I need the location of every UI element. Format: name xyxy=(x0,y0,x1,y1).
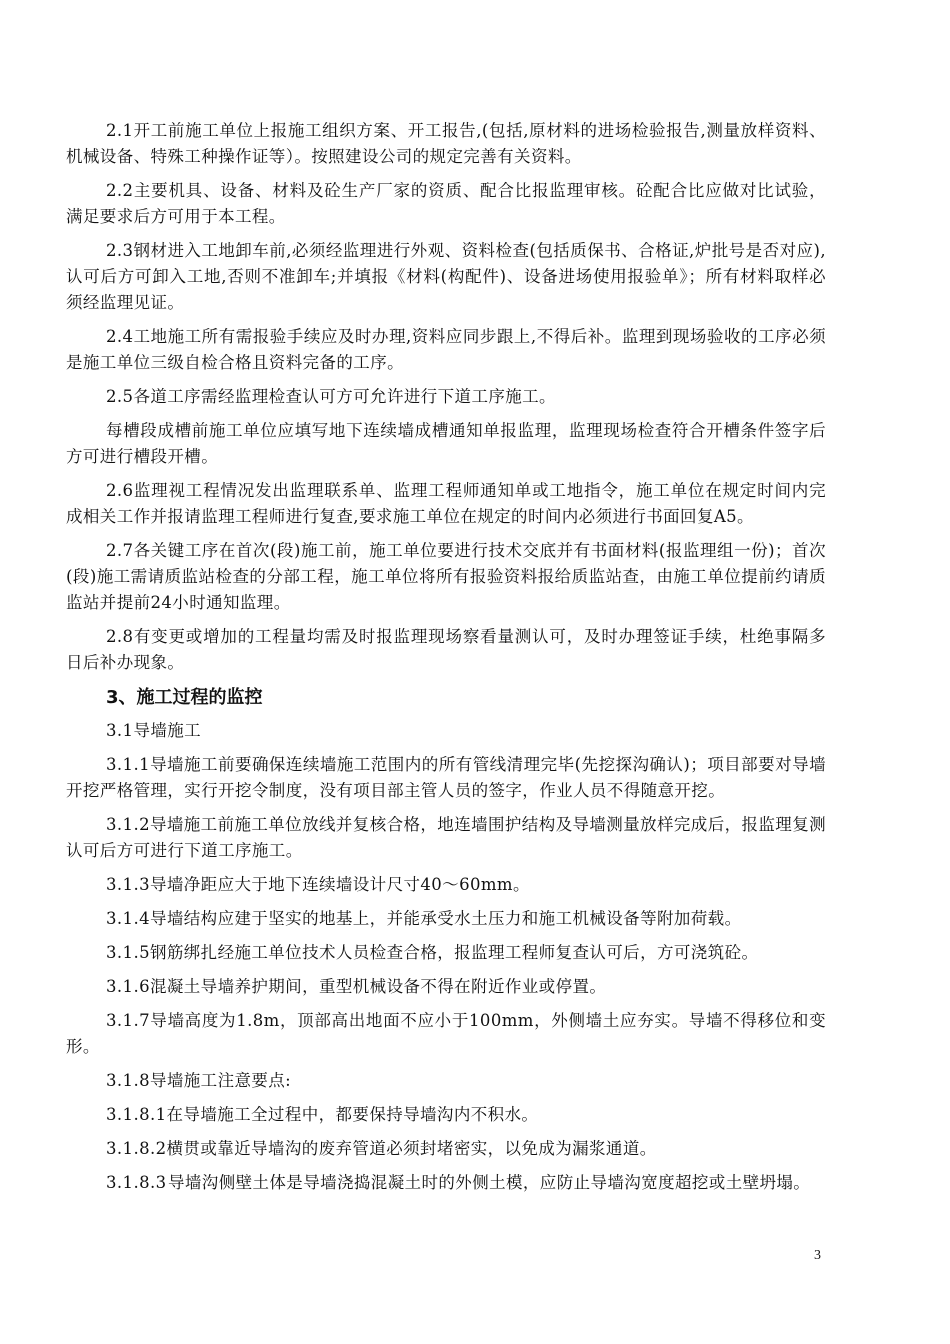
paragraph-2-2: 2.2主要机具、设备、材料及砼生产厂家的资质、配合比报监理审核。砼配合比应做对比试验，满足要求后方可用于本工程。 xyxy=(66,181,826,226)
paragraph-3-1-1: 3.1.1导墙施工前要确保连续墙施工范围内的所有管线清理完毕(先挖探沟确认)；项目部要对导墙开挖严格管理，实行开挖令制度，没有项目部主管人员的签字，作业人员不得随意开挖。 xyxy=(66,755,826,800)
paragraph-2-4: 2.4工地施工所有需报验手续应及时办理,资料应同步跟上,不得后补。监理到现场验收的工序必须是施工单位三级自检合格且资料完备的工序。 xyxy=(66,327,826,372)
paragraph-3-1-7: 3.1.7导墙高度为1.8m，顶部高出地面不应小于100mm，外侧墙土应夯实。导墙不得移位和变形。 xyxy=(66,1011,826,1056)
paragraph-3-1-5: 3.1.5钢筋绑扎经施工单位技术人员检查合格，报监理工程师复查认可后，方可浇筑砼。 xyxy=(106,943,759,962)
paragraph-3-1-8-2: 3.1.8.2横贯或靠近导墙沟的废弃管道必须封堵密实，以免成为漏浆通道。 xyxy=(106,1139,657,1158)
paragraph-2-5: 2.5各道工序需经监理检查认可方可允许进行下道工序施工。 xyxy=(106,387,556,406)
section-3-heading: 3、施工过程的监控 xyxy=(106,687,263,708)
paragraph-3-1-8: 3.1.8导墙施工注意要点: xyxy=(106,1071,292,1090)
paragraph-3-1-8-3 xyxy=(66,1170,826,1196)
paragraph-3-1-4: 3.1.4导墙结构应建于坚实的地基上，并能承受水土压力和施工机械设备等附加荷载。 xyxy=(106,909,742,928)
paragraph-3-1-6: 3.1.6混凝土导墙养护期间，重型机械设备不得在附近作业或停置。 xyxy=(106,977,607,996)
paragraph-2-8: 2.8有变更或增加的工程量均需及时报监理现场察看量测认可，及时办理签证手续，杜绝事隔多日后补办现象。 xyxy=(66,627,826,672)
paragraph-2-1: 2.1开工前施工单位上报施工组织方案、开工报告,(包括,原材料的进场检验报告,测量放样资料、机械设备、特殊工种操作证等）。按照建设公司的规定完善有关资料。 xyxy=(66,121,826,166)
paragraph-3-1: 3.1导墙施工 xyxy=(106,721,202,740)
item-number: 3.1.8.3 xyxy=(106,1173,167,1192)
paragraph-2-7: 2.7各关键工序在首次(段)施工前，施工单位要进行技术交底并有书面材料(报监理组一份)；首次(段)施工需请质监站检查的分部工程，施工单位将所有报验资料报给质监站查，由施工单位提前约请质监站并提前24小时通知监理。 xyxy=(66,541,826,612)
document-body xyxy=(66,118,826,1204)
page-number: 3 xyxy=(814,1248,821,1263)
paragraph-3-1-3: 3.1.3导墙净距应大于地下连续墙设计尺寸40～60mm。 xyxy=(106,875,530,894)
paragraph-2-3: 2.3钢材进入工地卸车前,必须经监理进行外观、资料检查(包括质保书、合格证,炉批号是否对应),认可后方可卸入工地,否则不准卸车;并填报《材料(构配件)、设备进场使用报验单》；所有材料取样必须经监理见证。 xyxy=(66,241,826,312)
paragraph-trench-opening: 每槽段成槽前施工单位应填写地下连续墙成槽通知单报监理，监理现场检查符合开槽条件签字后方可进行槽段开槽。 xyxy=(66,421,826,466)
paragraph-2-6: 2.6监理视工程情况发出监理联系单、监理工程师通知单或工地指令，施工单位在规定时间内完成相关工作并报请监理工程师进行复查,要求施工单位在规定的时间内必须进行书面回复A5。 xyxy=(66,481,826,526)
item-text: 导墙沟侧壁土体是导墙浇捣混凝土时的外侧土模，应防止导墙沟宽度超挖或土壁坍塌。 xyxy=(168,1173,811,1192)
paragraph-3-1-8-1: 3.1.8.1在导墙施工全过程中，都要保持导墙沟内不积水。 xyxy=(106,1105,539,1124)
paragraph-3-1-2: 3.1.2导墙施工前施工单位放线并复核合格，地连墙围护结构及导墙测量放样完成后，报监理复测认可后方可进行下道工序施工。 xyxy=(66,815,826,860)
